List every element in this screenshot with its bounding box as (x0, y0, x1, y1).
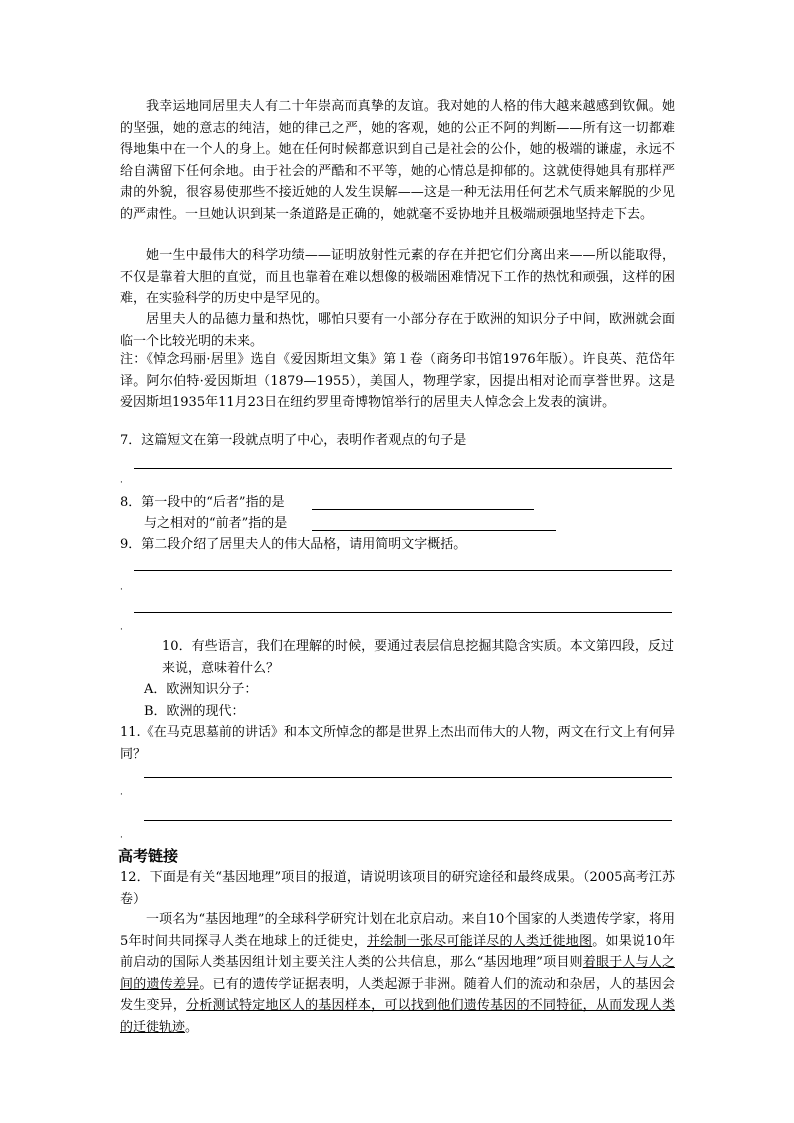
answer-line-q9-2[interactable] (134, 612, 672, 613)
question-8-latter: 8．第一段中的“后者”指的是 (120, 495, 285, 510)
answer-line-q11-2[interactable] (144, 820, 672, 821)
question-10-option-a: A．欧洲知识分子： (144, 682, 258, 697)
section-heading-gaokao: 高考链接 (118, 847, 179, 865)
blank-marker: · (120, 625, 123, 635)
reading-text-3: 。已有的遗传学证据表明，人类起源于非洲。随着人们的流动和杂居，人的基因会发生变异， (120, 976, 675, 1013)
passage-paragraph-1: 我幸运地同居里夫人有二十年崇高而真挚的友谊。我对她的人格的伟大越来越感到钦佩。她的坚强，她的意志的纯洁，她的律己之严，她的客观，她的公正不阿的判断——所有这一切都难得地集中在一个人的身上。她在任何时候都意识到自己是社会的公仆，她的极端的谦虚，永远不给自满留下任何余地。由于社会的严酷和不平等，她的心情总是抑郁的。这就使得她具有那样严肃的外貌，很容易使那些不接近她的人发生误解——这是一种无法用任何艺术气质来解脱的少见的严肃性。一旦她认识到某一条道路是正确的，她就毫不妥协地并且极端顽强地坚持走下去。 (120, 99, 675, 222)
question-10: 10．有些语言，我们在理解的时候，要通过表层信息挖掘其隐含实质。本文第四段，反过来说，意味着什么？ (162, 639, 674, 676)
question-11: 11.《在马克思墓前的讲话》和本文所悼念的都是世界上杰出而伟大的人物，两文在行文上有何异同？ (120, 725, 675, 762)
passage-note: 注：《悼念玛丽·居里》选自《爱因斯坦文集》第１卷（商务印书馆1976年版）。许良英、范岱年译。阿尔伯特·爱因斯坦（1879—1955），美国人，物理学家，因提出相对论而享誉世界。这是爱因斯坦1935年11月23日在纽约罗里奇博物馆举行的居里夫人悼念会上发表的演讲。 (120, 352, 675, 410)
question-7: 7．这篇短文在第一段就点明了中心，表明作者观点的句子是 (120, 433, 467, 448)
blank-marker: · (120, 833, 123, 843)
answer-line-q8-former[interactable] (312, 530, 556, 531)
reading-underlined-1: 并绘制一张尽可能详尽的人类迁徙地图 (366, 933, 593, 949)
answer-line-q11-1[interactable] (144, 777, 672, 778)
reading-text-2: 。如果说10年前启动的国际人类基因组计划主要关注人类的公共信息，那么“基因地理”项目则 (120, 933, 675, 970)
question-8-former: 与之相对的“前者”指的是 (144, 516, 288, 531)
answer-line-q8-latter[interactable] (312, 509, 534, 510)
blank-marker: · (120, 478, 123, 488)
reading-underlined-2: 着眼于人与人之间的遗传差异 (120, 955, 675, 992)
reading-text-1: 一项名为“基因地理”的全球科学研究计划在北京启动。来自10个国家的人类遗传学家，将用5年时间共同探寻人类在地球上的迁徙史， (120, 912, 675, 949)
answer-line-q7[interactable] (134, 468, 672, 469)
question-9: 9．第二段介绍了居里夫人的伟大品格，请用简明文字概括。 (120, 537, 467, 552)
reading-underlined-3: 分析测试特定地区人的基因样本，可以找到他们遗传基因的不同特征，从而发现人类的迁徙轨迹 (120, 998, 675, 1035)
passage-paragraph-2: 她一生中最伟大的科学功绩——证明放射性元素的存在并把它们分离出来——所以能取得，不仅是靠着大胆的直觉，而且也靠着在难以想像的极端困难情况下工作的热忱和顽强，这样的困难，在实验科学的历史中是罕见的。 (120, 248, 675, 306)
blank-marker: · (120, 585, 123, 595)
reading-material (120, 909, 675, 1038)
question-10-option-b: B．欧洲的现代： (144, 704, 245, 719)
question-12: 12．下面是有关“基因地理”项目的报道，请说明该项目的研究途径和最终成果。（2005高考江苏卷） (120, 870, 675, 907)
answer-line-q9-1[interactable] (134, 570, 672, 571)
blank-marker: · (120, 790, 123, 800)
reading-text-4: 。 (185, 1019, 199, 1035)
passage-paragraph-3: 居里夫人的品德力量和热忱，哪怕只要有一小部分存在于欧洲的知识分子中间，欧洲就会面临一个比较光明的未来。 (120, 312, 675, 349)
